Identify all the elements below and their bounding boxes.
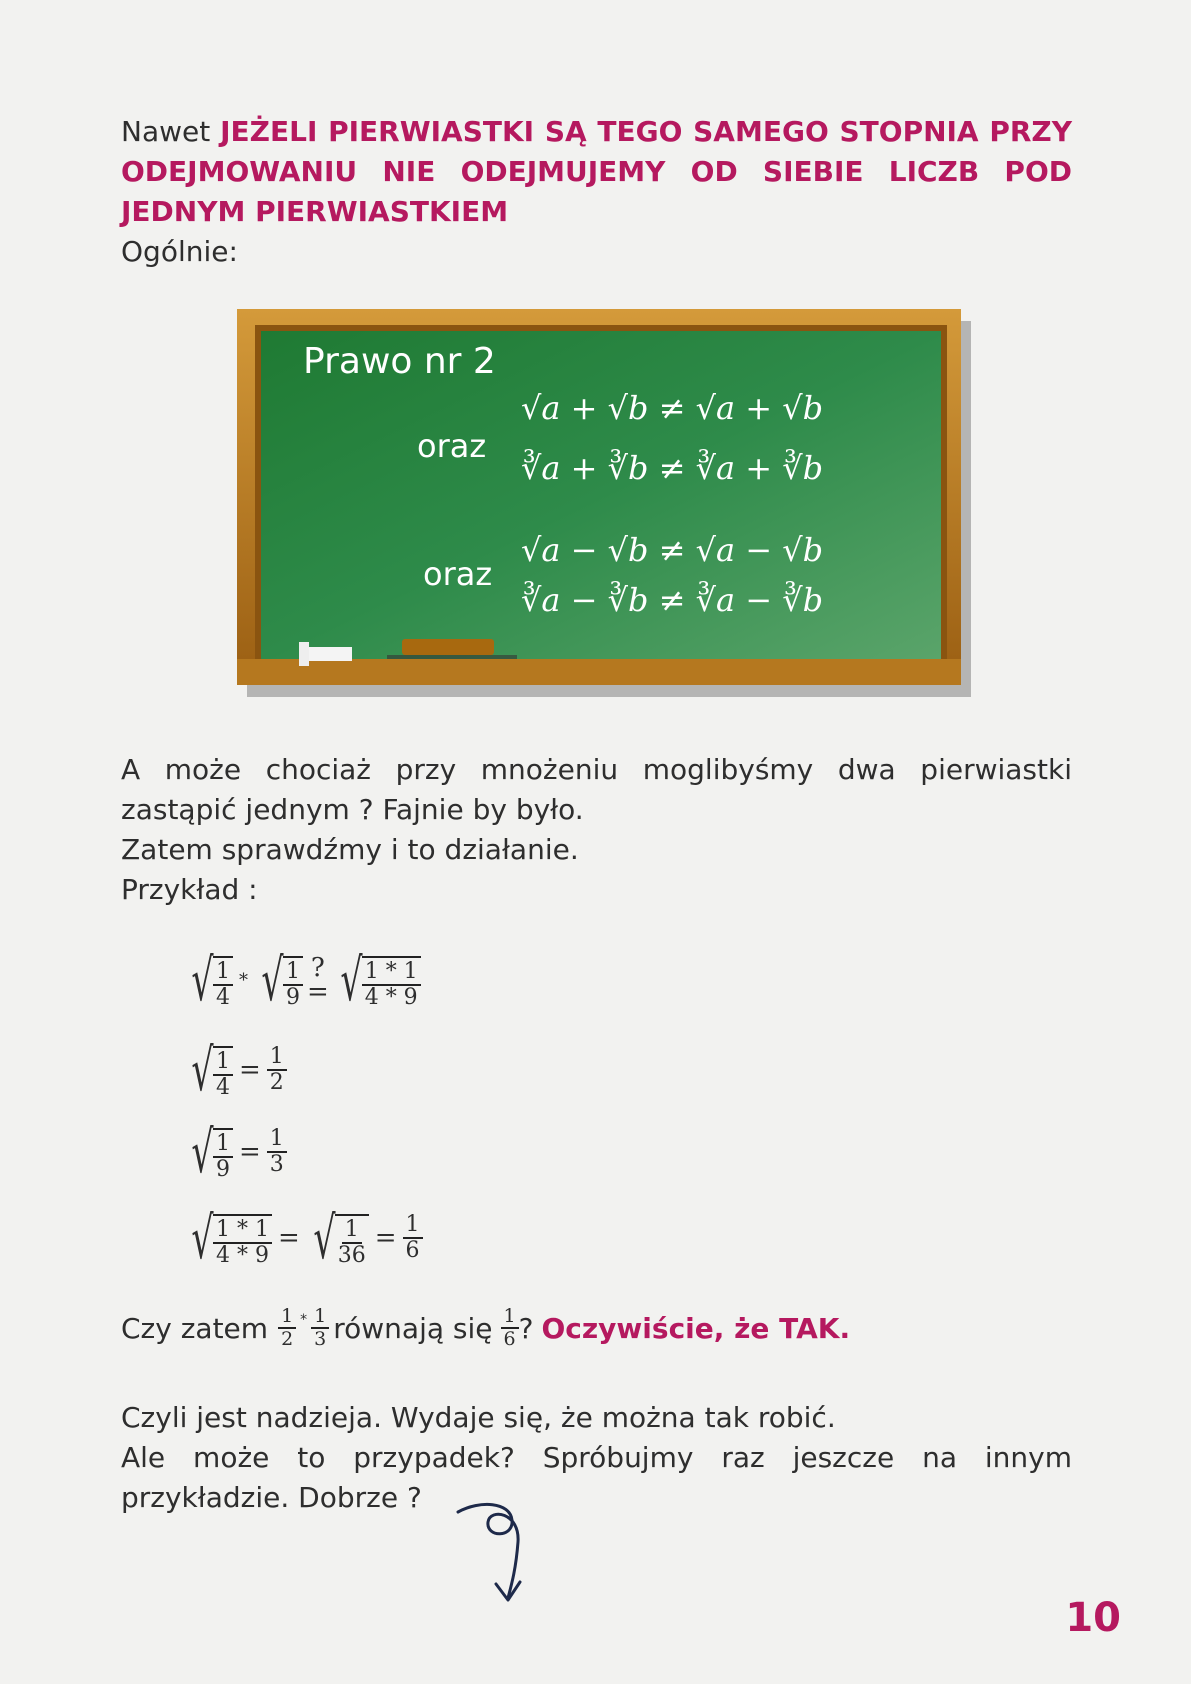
blackboard-title: Prawo nr 2	[303, 341, 496, 382]
multiply-star: *	[300, 1312, 308, 1328]
radical: √ $\frac{1}{4}$	[184, 950, 233, 1010]
equals: =	[374, 1223, 397, 1253]
page-number: 10	[1065, 1595, 1121, 1641]
example-row-1	[184, 946, 421, 1014]
intro-paragraph	[121, 112, 1072, 272]
body-paragraph	[121, 750, 1072, 910]
closing-line-2: Ale może to przypadek? Spróbujmy raz jeszcze na innym	[121, 1441, 1072, 1474]
equals: =	[238, 1137, 261, 1167]
blackboard-eq-3: √a − √b ≠ √a − √b	[521, 531, 824, 569]
blackboard-eq-4: ∛a − ∛b ≠ ∛a − ∛b	[521, 581, 824, 619]
multiply-star: *	[238, 969, 248, 991]
question-line	[121, 1306, 850, 1350]
blackboard-eq-2: ∛a + ∛b ≠ ∛a + ∛b	[521, 449, 824, 487]
body-line-3: Zatem sprawdźmy i to działanie.	[121, 833, 579, 866]
fraction: $\frac{1 * 1}{4 * 9}$	[362, 960, 421, 1010]
curly-arrow-icon	[450, 1498, 560, 1608]
radical: √ $\frac{1 * 1}{4 * 9}$	[184, 1208, 272, 1268]
blackboard-eq-1: √a + √b ≠ √a + √b	[521, 389, 824, 427]
intro-highlight-3: JEDNYM PIERWIASTKIEM	[121, 195, 509, 228]
intro-prefix: Nawet	[121, 115, 211, 148]
intro-general: Ogólnie:	[121, 235, 238, 268]
fraction: $\frac{1}{3}$	[267, 1127, 287, 1177]
closing-line-1: Czyli jest nadzieja. Wydaje się, że można tak robić.	[121, 1401, 836, 1434]
question-equals: ? =	[306, 953, 329, 1007]
example-row-3	[184, 1118, 287, 1186]
radical: √ $\frac{1}{4}$	[184, 1040, 233, 1100]
closing-paragraph	[121, 1398, 1072, 1518]
question-answer: Oczywiście, że TAK.	[541, 1311, 851, 1345]
blackboard	[237, 309, 961, 685]
fraction: $\frac{1}{2}$	[267, 1045, 287, 1095]
example-row-2	[184, 1036, 287, 1104]
body-line-4: Przykład :	[121, 873, 258, 906]
fraction: $\frac{1}{6}$	[403, 1213, 423, 1263]
fraction: $\frac{1}{4}$	[213, 960, 233, 1010]
fraction: $\frac{1}{9}$	[213, 1132, 233, 1182]
radical: √ $\frac{1 * 1}{4 * 9}$	[333, 950, 421, 1010]
radical: √ $\frac{1}{9}$	[254, 950, 303, 1010]
radical: √ $\frac{1}{9}$	[184, 1122, 233, 1182]
fraction: $\frac{1}{4}$	[213, 1050, 233, 1100]
question-mark: ?	[518, 1311, 534, 1345]
body-line-1: A może chociaż przy mnożeniu moglibyśmy dwa pierwiastki	[121, 753, 1072, 786]
fraction: $\frac{1}{3}$	[311, 1306, 329, 1350]
fraction: $\frac{1 * 1}{4 * 9}$	[213, 1218, 272, 1268]
fraction: $\frac{1}{2}$	[278, 1306, 296, 1350]
fraction: $\frac{1}{9}$	[283, 960, 303, 1010]
question-middle: równają się	[333, 1311, 493, 1345]
blackboard-oraz-2: oraz	[423, 555, 493, 593]
fraction: $\frac{1}{6}$	[501, 1306, 519, 1350]
intro-highlight-2: ODEJMOWANIU NIE ODEJMUJEMY OD SIEBIE LICZB POD	[121, 155, 1072, 188]
blackboard-oraz-1: oraz	[417, 427, 487, 465]
example-row-4	[184, 1204, 423, 1272]
closing-line-3: przykładzie. Dobrze ?	[121, 1481, 422, 1514]
equals: =	[277, 1223, 300, 1253]
radical: √ $\frac{1}{36}$	[306, 1208, 369, 1268]
body-line-2: zastąpić jednym ? Fajnie by było.	[121, 793, 584, 826]
intro-highlight-1: JEŻELI PIERWIASTKI SĄ TEGO SAMEGO STOPNIA PRZY	[220, 115, 1073, 148]
intro-line-1	[121, 112, 1072, 152]
equals: =	[238, 1055, 261, 1085]
question-prefix: Czy zatem	[121, 1311, 269, 1345]
fraction: $\frac{1}{36}$	[337, 1217, 366, 1268]
